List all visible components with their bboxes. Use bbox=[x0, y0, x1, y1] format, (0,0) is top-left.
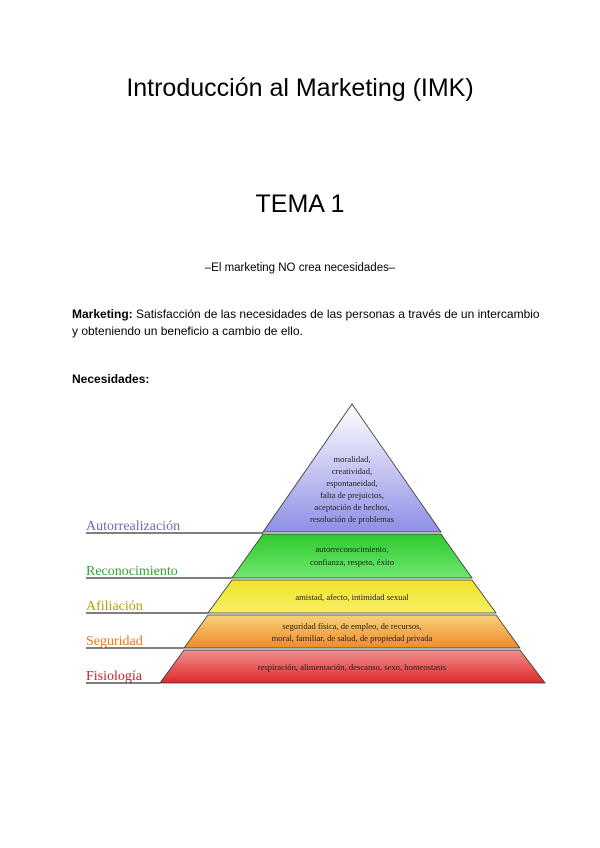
level-shape bbox=[232, 534, 472, 578]
needs-heading: Necesidades: bbox=[72, 372, 150, 386]
level-desc-line: confianza, respeto, éxito bbox=[310, 557, 394, 567]
level-desc-line: seguridad física, de empleo, de recursos, bbox=[282, 621, 422, 631]
level-label: Fisiología bbox=[86, 669, 143, 684]
pyramid-level-fisiologia bbox=[86, 650, 545, 684]
level-desc-line: respiración, alimentación, descanso, sexo, homeostasis bbox=[257, 662, 447, 672]
level-desc-line: creatividad, bbox=[331, 466, 373, 476]
level-desc-line: espontaneidad, bbox=[326, 478, 378, 488]
level-desc-line: falta de prejuicios, bbox=[320, 490, 384, 500]
level-label: Autorrealización bbox=[86, 519, 181, 534]
level-desc-line: amistad, afecto, intimidad sexual bbox=[295, 592, 409, 602]
pyramid-level-afiliacion bbox=[86, 580, 496, 614]
level-desc-line: aceptación de hechos, bbox=[314, 502, 390, 512]
pyramid-level-reconocimiento bbox=[86, 534, 472, 579]
level-shape bbox=[184, 615, 520, 648]
level-label: Seguridad bbox=[86, 634, 143, 649]
level-desc-line: resolución de problemas bbox=[309, 514, 395, 524]
level-label: Afiliación bbox=[86, 599, 143, 614]
level-desc-line: moral, familiar, de salud, de propiedad privada bbox=[271, 633, 433, 643]
pyramid-level-seguridad bbox=[86, 615, 520, 649]
topic-heading: TEMA 1 bbox=[255, 190, 345, 218]
tagline: –El marketing NO crea necesidades– bbox=[204, 262, 396, 274]
pyramid-level-autorrealizacion bbox=[86, 404, 441, 534]
level-label: Reconocimiento bbox=[86, 564, 178, 579]
level-desc-line: autorreconocimiento, bbox=[315, 544, 389, 554]
marketing-term: Marketing: bbox=[72, 307, 133, 321]
level-desc-line: moralidad, bbox=[333, 454, 371, 464]
document-title: Introducción al Marketing (IMK) bbox=[126, 74, 474, 102]
marketing-definition-text: Satisfacción de las necesidades de las personas a través de un intercambio y obteniendo un beneficio a cambio de ello. bbox=[72, 307, 540, 338]
